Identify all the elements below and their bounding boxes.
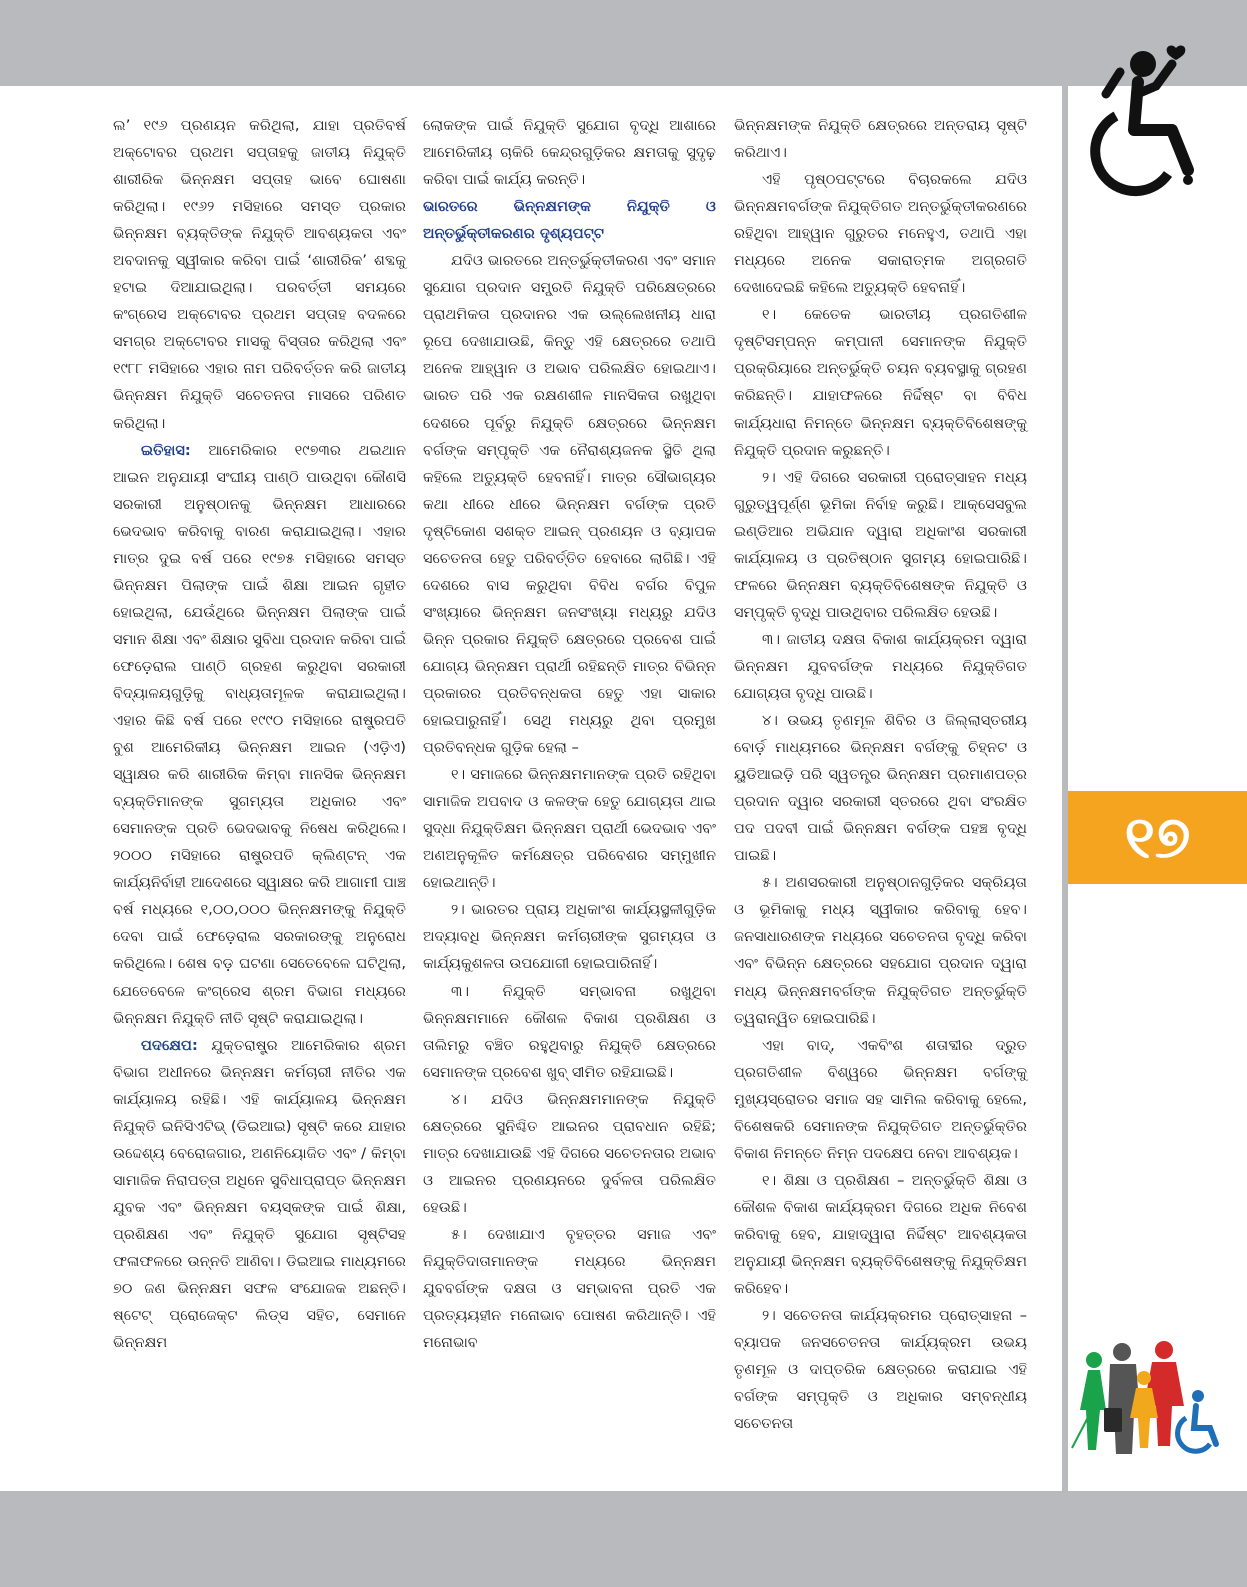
paragraph: ଭିନ୍ନକ୍ଷମଙ୍କ ନିଯୁକ୍ତି କ୍ଷେତ୍ରରେ ଅନ୍ତରାୟ ସୃଷ୍ଟି କରିଥାଏ। [734, 117, 1027, 162]
list-item: ୩। ଜାତୀୟ ଦକ୍ଷତା ବିକାଶ କାର୍ଯ୍ୟକ୍ରମ ଦ୍ୱାରା ଭିନ୍ନକ୍ଷମ ଯୁବବର୍ଗଙ୍କ ମଧ୍ୟରେ ନିଯୁକ୍ତିଗତ ଯୋଗ୍ୟତା ବୃଦ୍ଧି ପାଉଛି। [734, 630, 1027, 702]
list-item: ୧। ଶିକ୍ଷା ଓ ପ୍ରଶିକ୍ଷଣ – ଅନ୍ତର୍ଭୁକ୍ତି ଶିକ୍ଷା ଓ କୌଶଳ ବିକାଶ କାର୍ଯ୍ୟକ୍ରମ ଦିଗରେ ଅଧିକ ନିବେଶ କରିବାକୁ ହେବ, ଯାହାଦ୍ୱାରା ନିର୍ଦ୍ଦିଷ୍ଟ ଆବଶ୍ୟକତା ଅନୁଯାୟୀ ଭିନ୍ନକ୍ଷମ ବ୍ୟକ୍ତିବିଶେଷଙ୍କୁ ନିଯୁକ୍ତିକ୍ଷମ କରିହେବ। [734, 1171, 1027, 1298]
section-lead-steps: ପଦକ୍ଷେପ: [141, 1036, 198, 1054]
list-item: ୨। ଭାରତର ପ୍ରାୟ ଅଧିକାଂଶ କାର୍ଯ୍ୟସ୍ଥଳୀଗୁଡ଼ିକ ଅଦ୍ୟାବଧି ଭିନ୍ନକ୍ଷମ କର୍ମଚାରୀଙ୍କ ସୁଗମ୍ୟତା ଓ କାର୍ଯ୍ୟକୁଶଳତା ଉପଯୋଗୀ ହୋଇପାରିନାହିଁ। [423, 901, 716, 973]
section-lead-history: ଇତିହାସ: [141, 441, 191, 459]
wheelchair-user-icon [1080, 42, 1205, 197]
paragraph: ଏହା ବାଦ୍, ଏକବିଂଶ ଶତାବ୍ଦୀର ଦ୍ରୁତ ପ୍ରଗତିଶୀଳ ବିଶ୍ୱରେ ଭିନ୍ନକ୍ଷମ ବର୍ଗଙ୍କୁ ମୁଖ୍ୟସ୍ରୋତର ସମାଜ ସହ ସାମିଲ କରିବାକୁ ହେଲେ, ବିଶେଷକରି ସେମାନଙ୍କ ନିଯୁକ୍ତିଗତ ଅନ୍ତର୍ଭୁକ୍ତିର ବିକାଶ ନିମନ୍ତେ ନିମ୍ନ ପଦକ୍ଷେପ ନେବା ଆବଶ୍ୟକ। [734, 1036, 1027, 1162]
list-item: ୨। ସଚେତନତା କାର୍ଯ୍ୟକ୍ରମର ପ୍ରୋତ୍ସାହନା – ବ୍ୟାପକ ଜନସଚେତନତା କାର୍ଯ୍ୟକ୍ରମ ଉଭୟ ତୃଣମୂଳ ଓ ଦାପ୍ତରିକ କ୍ଷେତ୍ରରେ କରାଯାଇ ଏହି ବର୍ଗଙ୍କ ସମ୍ପୃକ୍ତି ଓ ଅଧିକାର ସମ୍ବନ୍ଧୀୟ ସଚେତନତା [734, 1307, 1027, 1433]
list-item: ୫। ଅଣସରକାରୀ ଅନୁଷ୍ଠାନଗୁଡ଼ିକର ସକ୍ରିୟତା ଓ ଭୂମିକାକୁ ମଧ୍ୟ ସ୍ୱୀକାର କରିବାକୁ ହେବ। ଜନସାଧାରଣଙ୍କ ମଧ୍ୟରେ ସଚେତନତା ବୃଦ୍ଧି କରିବା ଏବଂ ବିଭିନ୍ନ କ୍ଷେତ୍ରରେ ସହଯୋଗ ପ୍ରଦାନ ଦ୍ୱାରା ମଧ୍ୟ ଭିନ୍ନକ୍ଷମବର୍ଗଙ୍କ ନିଯୁକ୍ତିଗତ ଅନ୍ତର୍ଭୁକ୍ତି ତ୍ୱରାନ୍ୱିତ ହୋଇପାରିଛି। [734, 874, 1027, 1027]
text-column-1 [113, 112, 406, 1356]
text-column-2 [423, 112, 716, 1356]
text-column-3 [734, 112, 1027, 1437]
list-item: ୧। ସମାଜରେ ଭିନ୍ନକ୍ଷମମାନଙ୍କ ପ୍ରତି ରହିଥିବା ସାମାଜିକ ଅପବାଦ ଓ କଳଙ୍କ ହେତୁ ଯୋଗ୍ୟତା ଥାଇ ସୁଦ୍ଧା ନିଯୁକ୍ତିକ୍ଷମ ଭିନ୍ନକ୍ଷମ ପ୍ରାର୍ଥୀ ଭେଦଭାବ ଏବଂ ଅଣଅନୁକୂଳିତ କର୍ମକ୍ଷେତ୍ର ପରିବେଶର ସମ୍ମୁଖୀନ ହୋଇଥାନ୍ତି। [423, 766, 716, 892]
paragraph-text: ଆମେରିକାର ୧୯୭୩ର ଥଇଥାନ ଆଇନ ଅନୁଯାୟୀ ସଂଘୀୟ ପାଣ୍ଠି ପାଉଥିବା କୌଣସି ସରକାରୀ ଅନୁଷ୍ଠାନକୁ ଭିନ୍ନକ୍ଷମ ଆଧାରରେ ଭେଦଭାବ କରିବାକୁ ବାରଣ କରାଯାଇଥିଲା। ଏହାର ମାତ୍ର ଦୁଇ ବର୍ଷ ପରେ ୧୯୭୫ ମସିହାରେ ସମସ୍ତ ଭିନ୍ନକ୍ଷମ ପିଲାଙ୍କ ପାଇଁ ଶିକ୍ଷା ଆଇନ ଗୃହୀତ ହୋଇଥିଲା, ଯେଉଁଥିରେ ଭିନ୍ନକ୍ଷମ ପିଲାଙ୍କ ପାଇଁ ସମାନ ଶିକ୍ଷା ଏବଂ ଶିକ୍ଷାର ସୁବିଧା ପ୍ରଦାନ କରିବା ପାଇଁ ଫେଡ଼େରାଲ ପାଣ୍ଠି ଗ୍ରହଣ କରୁଥିବା ସରକାରୀ ବିଦ୍ୟାଳୟଗୁଡ଼ିକୁ ବାଧ୍ୟତାମୂଳକ କରାଯାଇଥିଲା। ଏହାର କିଛି ବର୍ଷ ପରେ ୧୯୯୦ ମସିହାରେ ରାଷ୍ଟ୍ରପତି ବୁଶ ଆମେରିକୀୟ ଭିନ୍ନକ୍ଷମ ଆଇନ (ଏଡ଼ିଏ) ସ୍ୱାକ୍ଷର କରି ଶାରୀରିକ କିମ୍ବା ମାନସିକ ଭିନ୍ନକ୍ଷମ ବ୍ୟକ୍ତିମାନଙ୍କ ସୁଗମ୍ୟତା ଅଧିକାର ଏବଂ ସେମାନଙ୍କ ପ୍ରତି ଭେଦଭାବକୁ ନିଷେଧ କରିଥିଲେ। ୨୦୦୦ ମସିହାରେ ରାଷ୍ଟ୍ରପତି କ୍ଲିଣ୍ଟନ୍ ଏକ କାର୍ଯ୍ୟନିର୍ବାହୀ ଆଦେଶରେ ସ୍ୱାକ୍ଷର କରି ଆଗାମୀ ପାଞ୍ଚ ବର୍ଷ ମଧ୍ୟରେ ୧,୦୦,୦୦୦ ଭିନ୍ନକ୍ଷମଙ୍କୁ ନିଯୁକ୍ତି ଦେବା ପାଇଁ ଫେଡ଼େରାଲ ସରକାରଙ୍କୁ ଅନୁରୋଧ କରିଥିଲେ। ଶେଷ ବଡ଼ ଘଟଣା ସେତେବେଳେ ଘଟିଥିଲା, ଯେତେବେଳେ କଂଗ୍ରେସ ଶ୍ରମ ବିଭାଗ ମଧ୍ୟରେ ଭିନ୍ନକ୍ଷମ ନିଯୁକ୍ତି ନୀତି ସୃଷ୍ଟି କରାଯାଇଥିଲା। [113, 441, 407, 1027]
page-number-badge: ୧୭ [1068, 791, 1247, 884]
list-item: ୪। ଉଭୟ ତୃଣମୂଳ ଶିବିର ଓ ଜିଲ୍ଲାସ୍ତରୀୟ ବୋର୍ଡ଼ ମାଧ୍ୟମରେ ଭିନ୍ନକ୍ଷମ ବର୍ଗଙ୍କୁ ଚିହ୍ନଟ ଓ ୟୁଡିଆଇଡ଼ି ପରି ସ୍ୱତନ୍ତ୍ର ଭିନ୍ନକ୍ଷମ ପ୍ରମାଣପତ୍ର ପ୍ରଦାନ ଦ୍ୱାର ସରକାରୀ ସ୍ତରରେ ଥିବା ସଂରକ୍ଷିତ ପଦ ପଦବୀ ପାଇଁ ଭିନ୍ନକ୍ଷମ ବର୍ଗଙ୍କ ପହଞ୍ଚ ବୃଦ୍ଧି ପାଇଛି। [734, 712, 1027, 865]
disability-group-icon [1070, 1330, 1220, 1460]
paragraph [113, 437, 406, 1032]
bottom-band [0, 1491, 1247, 1587]
top-band [0, 0, 1247, 86]
paragraph: ଲ’ ୧୯୬ ପ୍ରଣୟନ କରିଥିଲା, ଯାହା ପ୍ରତିବର୍ଷ ଅକ୍ଟୋବର ପ୍ରଥମ ସପ୍ତାହକୁ ଜାତୀୟ ନିଯୁକ୍ତି ଶାରୀରିକ ଭିନ୍ନକ୍ଷମ ସପ୍ତାହ ଭାବେ ଘୋଷଣା କରିଥିଲା। ୧୯୬୨ ମସିହାରେ ସମସ୍ତ ପ୍ରକାର ଭିନ୍ନକ୍ଷମ ବ୍ୟକ୍ତିଙ୍କ ନିଯୁକ୍ତି ଆବଶ୍ୟକତା ଏବଂ ଅବଦାନକୁ ସ୍ୱୀକାର କରିବା ପାଇଁ ‘ଶାରୀରିକ’ ଶବ୍ଦକୁ ହଟାଇ ଦିଆଯାଇଥିଲା। ପରବର୍ତ୍ତୀ ସମୟରେ କଂଗ୍ରେସ ଅକ୍ଟୋବର ପ୍ରଥମ ସପ୍ତାହ ବଦଳରେ ସମଗ୍ର ଅକ୍ଟୋବର ମାସକୁ ବିସ୍ତାର କରିଥିଲା ଏବଂ ୧୯୮୮ ମସିହାରେ ଏହାର ନାମ ପରିବର୍ତ୍ତନ କରି ଜାତୀୟ ଭିନ୍ନକ୍ଷମ ନିଯୁକ୍ତି ସଚେତନତା ମାସରେ ପରିଣତ କରିଥିଲା। [113, 117, 406, 432]
paragraph: ଲୋକଙ୍କ ପାଇଁ ନିଯୁକ୍ତି ସୁଯୋଗ ବୃଦ୍ଧି ଆଶାରେ ଆମେରିକୀୟ ଚାକିରି କେନ୍ଦ୍ରଗୁଡ଼ିକର କ୍ଷମତାକୁ ସୁଦୃଢ଼ କରିବା ପାଇଁ କାର୍ଯ୍ୟ କରନ୍ତି। [423, 117, 716, 189]
paragraph-text: ଯୁକ୍ତରାଷ୍ଟ୍ର ଆମେରିକାର ଶ୍ରମ ବିଭାଗ ଅଧୀନରେ ଭିନ୍ନକ୍ଷମ କର୍ମଚାରୀ ନୀତିର ଏକ କାର୍ଯ୍ୟାଳୟ ରହିଛି। ଏହି କାର୍ଯ୍ୟାଳୟ ଭିନ୍ନକ୍ଷମ ନିଯୁକ୍ତି ଇନିସିଏଟିଭ୍ (ଡିଇଆଇ) ସୃଷ୍ଟି କରେ ଯାହାର ଉଦ୍ଦେଶ୍ୟ ବେରୋଜଗାର, ଅଣନିୟୋଜିତ ଏବଂ / କିମ୍ବା ସାମାଜିକ ନିରାପତ୍ତା ଅଧିନେ ସୁବିଧାପ୍ରାପ୍ତ ଭିନ୍ନକ୍ଷମ ଯୁବକ ଏବଂ ଭିନ୍ନକ୍ଷମ ବୟସ୍କଙ୍କ ପାଇଁ ଶିକ୍ଷା, ପ୍ରଶିକ୍ଷଣ ଏବଂ ନିଯୁକ୍ତି ସୁଯୋଗ ସୃଷ୍ଟିସହ ଫଳାଫଳରେ ଉନ୍ନତି ଆଣିବା। ଡିଇଆଇ ମାଧ୍ୟମରେ ୭୦ ଜଣ ଭିନ୍ନକ୍ଷମ ସଫଳ ସଂଯୋଜକ ଅଛନ୍ତି। ଷ୍ଟେଟ୍ ପ୍ରୋଜେକ୍ଟ ଲିଡ୍ସ ସହିତ, ସେମାନେ ଭିନ୍ନକ୍ଷମ [113, 1036, 407, 1352]
paragraph: ଯଦିଓ ଭାରତରେ ଅନ୍ତର୍ଭୁକ୍ତୀକରଣ ଏବଂ ସମାନ ସୁଯୋଗ ପ୍ରଦାନ ସମ୍ପ୍ରତି ନିଯୁକ୍ତି ପରିକ୍ଷେତ୍ରରେ ପ୍ରାଥମିକତା ପ୍ରଦାନର ଏକ ଉଲ୍ଲେଖନୀୟ ଧାରା ରୂପେ ଦେଖାଯାଉଛି, କିନ୍ତୁ ଏହି କ୍ଷେତ୍ରରେ ତଥାପି ଅନେକ ଆହ୍ୱାନ ଓ ଅଭାବ ପରିଲକ୍ଷିତ ହୋଇଥାଏ। ଭାରତ ପରି ଏକ ରକ୍ଷଣଶୀଳ ମାନସିକତା ରଖୁଥିବା ଦେଶରେ ପୂର୍ବରୁ ନିଯୁକ୍ତି କ୍ଷେତ୍ରରେ ଭିନ୍ନକ୍ଷମ ବର୍ଗଙ୍କ ସମ୍ପୃକ୍ତି ଏକ ନୈରାଶ୍ୟଜନକ ସ୍ଥିତି ଥିଲା କହିଲେ ଅତ୍ୟୁକ୍ତି ହେବନାହିଁ। ମାତ୍ର ସୌଭାଗ୍ୟର କଥା ଧୀରେ ଧୀରେ ଭିନ୍ନକ୍ଷମ ବର୍ଗଙ୍କ ପ୍ରତି ଦୃଷ୍ଟିକୋଣ ସଶକ୍ତ ଆଇନ୍ ପ୍ରଣୟନ ଓ ବ୍ୟାପକ ସଚେତନତା ହେତୁ ପରିବର୍ତ୍ତିତ ହେବାରେ ଲାଗିଛି। ଏହି ଦେଶରେ ବାସ କରୁଥିବା ବିବିଧ ବର୍ଗର ବିପୁଳ ସଂଖ୍ୟାରେ ଭିନ୍ନକ୍ଷମ ଜନସଂଖ୍ୟା ମଧ୍ୟରୁ ଯଦିଓ ଭିନ୍ନ ପ୍ରକାର ନିଯୁକ୍ତି କ୍ଷେତ୍ରରେ ପ୍ରବେଶ ପାଇଁ ଯୋଗ୍ୟ ଭିନ୍ନକ୍ଷମ ପ୍ରାର୍ଥୀ ରହିଛନ୍ତି ମାତ୍ର ବିଭିନ୍ନ ପ୍ରକାରର ପ୍ରତିବନ୍ଧକତା ହେତୁ ଏହା ସାକାର ହୋଇପାରୁନାହିଁ। ସେଥି ମଧ୍ୟରୁ ଥିବା ପ୍ରମୁଖ ପ୍ରତିବନ୍ଧକ ଗୁଡ଼ିକ ହେଲା – [423, 252, 716, 757]
list-item: ୧। କେତେକ ଭାରତୀୟ ପ୍ରଗତିଶୀଳ ଦୃଷ୍ଟିସମ୍ପନ୍ନ କମ୍ପାନୀ ସେମାନଙ୍କ ନିଯୁକ୍ତି ପ୍ରକ୍ରିୟାରେ ଅନ୍ତର୍ଭୁକ୍ତି ଚୟନ ବ୍ୟବସ୍ଥାକୁ ଗ୍ରହଣ କରିଛନ୍ତି। ଯାହାଫଳରେ ନିର୍ଦ୍ଦିଷ୍ଟ ବା ବିବିଧ କାର୍ଯ୍ୟଧାରା ନିମନ୍ତେ ଭିନ୍ନକ୍ଷମ ବ୍ୟକ୍ତିବିଶେଷଙ୍କୁ ନିଯୁକ୍ତି ପ୍ରଦାନ କରୁଛନ୍ତି। [734, 306, 1027, 459]
list-item: ୨। ଏହି ଦିଗରେ ସରକାରୀ ପ୍ରୋତ୍ସାହନ ମଧ୍ୟ ଗୁରୁତ୍ୱପୂର୍ଣ୍ଣ ଭୂମିକା ନିର୍ବାହ କରୁଛି। ଆକ୍ସେସବୁଲ ଇଣ୍ଡିଆର ଅଭିଯାନ ଦ୍ୱାରା ଅଧିକାଂଶ ସରକାରୀ କାର୍ଯ୍ୟାଳୟ ଓ ପ୍ରତିଷ୍ଠାନ ସୁଗମ୍ୟ ହୋଇପାରିଛି। ଫଳରେ ଭିନ୍ନକ୍ଷମ ବ୍ୟକ୍ତିବିଶେଷଙ୍କ ନିଯୁକ୍ତି ଓ ସମ୍ପୃକ୍ତି ବୃଦ୍ଧି ପାଉଥିବାର ପରିଲକ୍ଷିତ ହେଉଛି। [734, 468, 1027, 621]
paragraph: ଏହି ପୃଷ୍ଠପଟ୍ଟରେ ବିଚାରକଲେ ଯଦିଓ ଭିନ୍ନକ୍ଷମବର୍ଗଙ୍କ ନିଯୁକ୍ତିଗତ ଅନ୍ତର୍ଭୁକ୍ତୀକରଣରେ ରହିଥିବା ଆହ୍ୱାନ ଗୁରୁତର ମନେହୁଏ, ତଥାପି ଏହା ମଧ୍ୟରେ ଅନେକ ସକାରାତ୍ମକ ଅଗ୍ରଗତି ଦେଖାଦେଇଛି କହିଲେ ଅତ୍ୟୁକ୍ତି ହେବନାହିଁ। [734, 171, 1027, 297]
list-item: ୫। ଦେଖାଯାଏ ବୃହତ୍ତର ସମାଜ ଏବଂ ନିଯୁକ୍ତିଦାତାମାନଙ୍କ ମଧ୍ୟରେ ଭିନ୍ନକ୍ଷମ ଯୁବବର୍ଗଙ୍କ ଦକ୍ଷତା ଓ ସମ୍ଭାବନା ପ୍ରତି ଏକ ପ୍ରତ୍ୟୟହୀନ ମନୋଭାବ ପୋଷଣ କରିଥାନ୍ତି। ଏହି ମନୋଭାବ [423, 1225, 716, 1352]
section-heading: ଭାରତରେ ଭିନ୍ନକ୍ଷମଙ୍କ ନିଯୁକ୍ତି ଓ ଅନ୍ତର୍ଭୁକ୍ତୀକରଣର ଦୃଶ୍ୟପଟ୍ଟ [423, 198, 716, 243]
side-divider [1062, 86, 1068, 1491]
list-item: ୪। ଯଦିଓ ଭିନ୍ନକ୍ଷମମାନଙ୍କ ନିଯୁକ୍ତି କ୍ଷେତ୍ରରେ ସୁନିଶ୍ଚିତ ଆଇନର ପ୍ରାବଧାନ ରହିଛି; ମାତ୍ର ଦେଖାଯାଉଛି ଏହି ଦିଗରେ ସଚେତନତାର ଅଭାବ ଓ ଆଇନର ପ୍ରଣୟନରେ ଦୁର୍ବଳତା ପରିଲକ୍ଷିତ ହେଉଛି। [423, 1090, 716, 1216]
paragraph [113, 1032, 406, 1357]
list-item: ୩। ନିଯୁକ୍ତି ସମ୍ଭାବନା ରଖୁଥିବା ଭିନ୍ନକ୍ଷମମାନେ କୌଶଳ ବିକାଶ ପ୍ରଶିକ୍ଷଣ ଓ ତାଲିମରୁ ବଞ୍ଚିତ ରହୁଥିବାରୁ ନିଯୁକ୍ତି କ୍ଷେତ୍ରରେ ସେମାନଙ୍କ ପ୍ରବେଶ ଖୁବ୍ ସୀମିତ ରହିଯାଇଛି। [423, 982, 716, 1081]
